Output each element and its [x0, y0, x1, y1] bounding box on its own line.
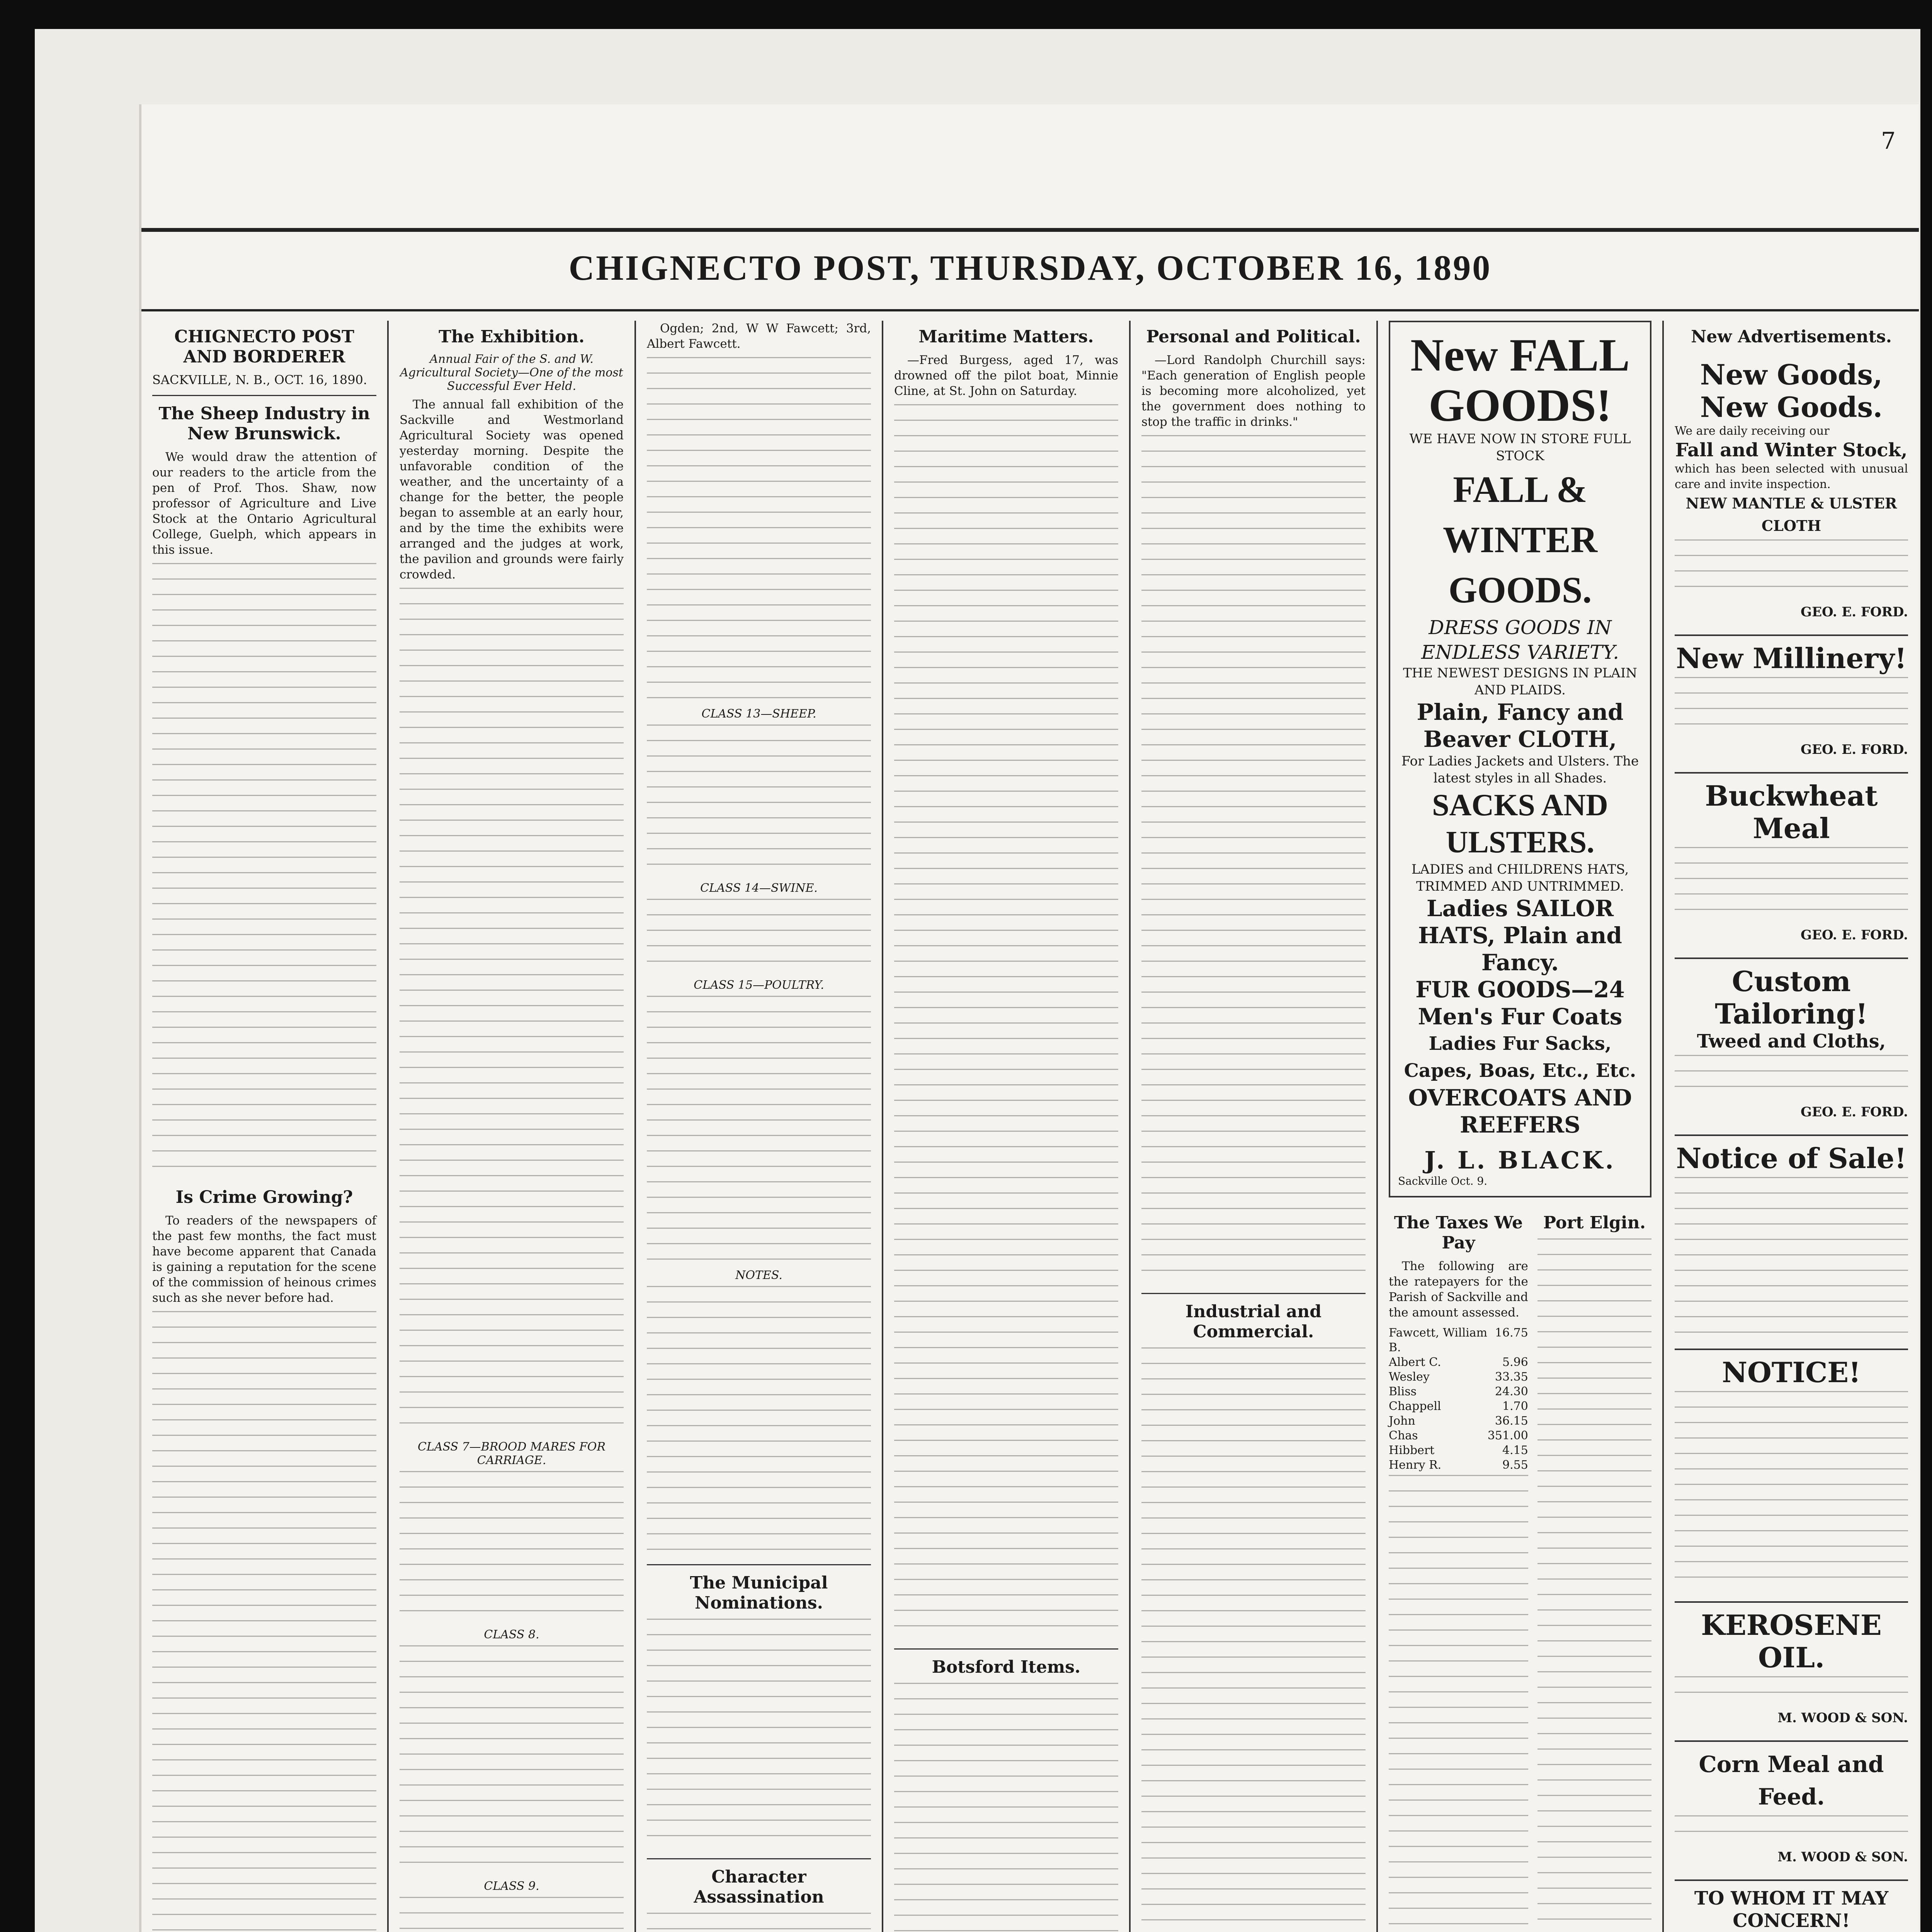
ad-signature: M. WOOD & SON.: [1777, 1710, 1908, 1726]
tax-amount: 33.35: [1495, 1370, 1528, 1384]
ad-subtitle: NEW MANTLE & ULSTER CLOTH: [1685, 495, 1897, 534]
article-title-exhibition: The Exhibition.: [439, 327, 585, 347]
ad-title: Buckwheat Meal: [1705, 779, 1878, 845]
article-paragraph: —Lord Randolph Churchill says: "Each generation of English people is becoming more alcoholized, yet the government does nothing to stop the traffic in drinks.": [1141, 353, 1366, 429]
ad-subheadline: Ladies SAILOR HATS, Plain and Fancy.: [1418, 895, 1622, 976]
tax-name: Chas: [1389, 1429, 1418, 1442]
newspaper-page: [139, 104, 1919, 1932]
taxes-section: [1389, 1207, 1528, 1932]
article-title-industrial: Industrial and Commercial.: [1185, 1302, 1322, 1342]
article-title-botsford: Botsford Items.: [932, 1657, 1081, 1677]
ad-text-block: [1675, 1815, 1908, 1846]
article-text-block: [894, 1683, 1118, 1932]
article-text-block: [400, 1645, 624, 1877]
class-heading: CLASS 8.: [484, 1628, 539, 1641]
tax-amount: 4.15: [1502, 1444, 1528, 1457]
article-text-block: [1141, 435, 1366, 1285]
article-paragraph: We would draw the attention of our readers to the article from the pen of Prof. Thos. Shaw, now professor of Agriculture and Live Stock at the Ontario Agricultural College, Guelph, which appears in this issue.: [152, 450, 376, 557]
ad-signature: GEO. E. FORD.: [1801, 742, 1908, 757]
ad-text: which has been selected with unusual care and invite inspection.: [1675, 462, 1908, 491]
ad-line: For Ladies Jackets and Ulsters. The latest styles in all Shades.: [1401, 753, 1639, 786]
ad-text: We are daily receiving our: [1675, 424, 1830, 438]
divider: [152, 395, 376, 396]
ad-title: Notice of Sale!: [1676, 1142, 1907, 1175]
notice-ad: [1675, 1350, 1908, 1603]
class-heading: CLASS 15—POULTRY.: [694, 978, 824, 992]
page-number: 7: [1881, 128, 1896, 155]
article-title-maritime: Maritime Matters.: [918, 327, 1094, 347]
tax-amount: 9.55: [1502, 1458, 1528, 1472]
masthead: [141, 228, 1919, 311]
column-5: [1131, 321, 1378, 1932]
article-text-block: [400, 1471, 624, 1626]
column-6-split: [1389, 1207, 1651, 1932]
new-goods-ad: [1675, 352, 1908, 636]
ad-signature: GEO. E. FORD.: [1801, 927, 1908, 943]
tax-name: John: [1389, 1414, 1415, 1428]
ad-title: NOTICE!: [1722, 1356, 1861, 1389]
tax-name: Chappell: [1389, 1400, 1441, 1413]
article-text-block: [152, 563, 376, 1181]
ad-title: Corn Meal and Feed.: [1699, 1751, 1884, 1810]
ad-signature: GEO. E. FORD.: [1801, 1104, 1908, 1120]
article-title-personal: Personal and Political.: [1146, 327, 1361, 347]
class-heading: CLASS 7—BROOD MARES FOR CARRIAGE.: [417, 1440, 606, 1467]
ad-subtitle: Tweed and Cloths,: [1697, 1031, 1886, 1052]
article-text-block: [647, 1286, 871, 1556]
class-heading: CLASS 9.: [484, 1879, 539, 1893]
class-heading: CLASS 14—SWINE.: [700, 881, 818, 895]
article-title-sheep: The Sheep Industry in New Brunswick.: [158, 404, 370, 444]
divider: [1141, 1293, 1366, 1294]
ad-subtitle: Fall and Winter Stock,: [1675, 439, 1908, 461]
tailoring-ad: [1675, 959, 1908, 1136]
ad-text-block: [1675, 1391, 1908, 1592]
column-6: [1378, 321, 1664, 1932]
tax-name: Fawcett, William B.: [1389, 1326, 1488, 1354]
article-title-municipal: The Municipal Nominations.: [690, 1573, 828, 1613]
tax-amount: 5.96: [1502, 1355, 1528, 1369]
ad-date: Sackville Oct. 9.: [1398, 1175, 1488, 1187]
article-text-block: [647, 1619, 871, 1850]
notice-of-sale-ad: [1675, 1136, 1908, 1350]
ad-subheadline: FUR GOODS—24 Men's Fur Coats: [1415, 976, 1625, 1030]
ad-headline: New FALL GOODS!: [1410, 329, 1630, 431]
ad-subheadline: Plain, Fancy and Beaver CLOTH,: [1417, 699, 1624, 752]
ad-line: THE NEWEST DESIGNS IN PLAIN AND PLAIDS.: [1403, 665, 1638, 698]
ad-line: WE HAVE NOW IN STORE FULL STOCK: [1409, 431, 1631, 464]
paper-name: CHIGNECTO POST AND BORDERER: [174, 327, 354, 367]
page-background: [35, 29, 1920, 1932]
port-elgin-title: Port Elgin.: [1543, 1213, 1646, 1233]
tax-amount: 36.15: [1495, 1414, 1528, 1428]
article-text-block: [647, 1913, 871, 1932]
ad-text-block: [1675, 1055, 1908, 1101]
ad-headline: FALL & WINTER GOODS.: [1442, 469, 1598, 611]
ad-text-block: [1675, 1676, 1908, 1707]
to-whom-ad: [1675, 1881, 1908, 1932]
taxes-list: [1389, 1326, 1528, 1473]
article-paragraph: —Fred Burgess, aged 17, was drowned off the pilot boat, Minnie Cline, at St. John on Saturday.: [894, 353, 1118, 398]
corn-meal-ad: [1675, 1742, 1908, 1881]
column-7: [1664, 321, 1919, 1932]
tax-row: [1389, 1326, 1528, 1355]
tax-name: Hibbert: [1389, 1444, 1435, 1457]
kerosene-ad: [1675, 1603, 1908, 1742]
tax-row: [1389, 1429, 1528, 1443]
ad-italic-line: DRESS GOODS IN ENDLESS VARIETY.: [1421, 616, 1619, 663]
article-text-block: [647, 357, 871, 705]
tax-name: Henry R.: [1389, 1458, 1442, 1472]
tax-row: [1389, 1414, 1528, 1429]
article-text-block: [152, 1311, 376, 1932]
article-title-crime: Is Crime Growing?: [175, 1187, 353, 1207]
ad-subheadline: Ladies Fur Sacks, Capes, Boas, Etc., Etc.: [1404, 1033, 1636, 1082]
tax-row: [1389, 1384, 1528, 1399]
millinery-ad: [1675, 636, 1908, 774]
tax-name: Albert C.: [1389, 1355, 1441, 1369]
tax-row: [1389, 1443, 1528, 1458]
column-2: [389, 321, 636, 1932]
dateline: SACKVILLE, N. B., OCT. 16, 1890.: [152, 372, 367, 387]
tax-name: Bliss: [1389, 1385, 1417, 1398]
ad-title: KEROSENE OIL.: [1701, 1609, 1882, 1674]
divider: [647, 1564, 871, 1565]
article-text-block: [1141, 1347, 1366, 1932]
ad-line: LADIES and CHILDRENS HATS, TRIMMED AND UNTRIMMED.: [1411, 862, 1629, 894]
port-elgin-section: [1537, 1207, 1651, 1932]
article-text-block: [647, 899, 871, 976]
ad-subheadline: SACKS AND ULSTERS.: [1432, 788, 1608, 859]
article-paragraph: The annual fall exhibition of the Sackville and Westmorland Agricultural Society was opened yesterday morning. Despite the unfavorable condition of the weather, and the uncertainty of a change for the better, the people began to assemble at an early hour, and by the time the exhibits were arranged and the judges at work, the pavilion and grounds were fairly crowded.: [400, 398, 624, 582]
tax-row: [1389, 1399, 1528, 1414]
tax-amount: 24.30: [1495, 1385, 1528, 1398]
article-paragraph: Ogden; 2nd, W W Fawcett; 3rd, Albert Fawcett.: [647, 321, 871, 351]
column-1: [141, 321, 389, 1932]
ad-signature: J. L. BLACK.: [1424, 1146, 1616, 1174]
article-text-block: [1537, 1238, 1651, 1932]
divider: [647, 1858, 871, 1859]
article-text-block: [894, 404, 1118, 1641]
article-title-character: Character Assassination: [694, 1867, 824, 1907]
tax-name: Wesley: [1389, 1370, 1430, 1384]
buckwheat-ad: [1675, 774, 1908, 959]
tax-amount: 351.00: [1487, 1429, 1528, 1442]
article-text-block: [647, 996, 871, 1266]
divider: [894, 1648, 1118, 1650]
tax-row: [1389, 1355, 1528, 1370]
ad-subheadline: OVERCOATS AND REEFERS: [1408, 1085, 1632, 1138]
notes-heading: NOTES.: [735, 1269, 782, 1282]
tax-row: [1389, 1458, 1528, 1473]
article-text-block: [400, 1897, 624, 1932]
ad-text-block: [1675, 677, 1908, 739]
masthead-title: CHIGNECTO POST, THURSDAY, OCTOBER 16, 1890: [568, 248, 1492, 287]
article-text-block: [400, 588, 624, 1438]
ad-text-block: [1675, 539, 1908, 601]
article-paragraph: To readers of the newspapers of the past few months, the fact must have become apparent that Canada is gaining a reputation for the scene of the commission of heinous crimes such as she never before had.: [152, 1214, 376, 1305]
tax-row: [1389, 1370, 1528, 1384]
article-text-block: [647, 724, 871, 879]
ad-title: New Millinery!: [1676, 642, 1907, 675]
column-3: [636, 321, 883, 1932]
ad-text-block: [1675, 1177, 1908, 1339]
ad-title: Custom Tailoring!: [1715, 965, 1868, 1030]
column-4: [883, 321, 1131, 1932]
article-subtitle: Annual Fair of the S. and W. Agricultural Society—One of the most Successful Ever Held.: [400, 352, 623, 393]
tax-amount: 1.70: [1502, 1400, 1528, 1413]
new-ads-header: New Advertisements.: [1691, 327, 1892, 347]
fall-goods-advertisement: [1389, 321, 1651, 1197]
class-heading: CLASS 13—SHEEP.: [701, 707, 816, 721]
ad-title: TO WHOM IT MAY CONCERN!: [1694, 1888, 1889, 1932]
ad-title: New Goods, New Goods.: [1700, 358, 1883, 423]
tax-amount: 16.75: [1495, 1326, 1528, 1340]
taxes-title: The Taxes We Pay: [1394, 1213, 1523, 1253]
taxes-list-continued: [1389, 1475, 1528, 1932]
ad-signature: M. WOOD & SON.: [1777, 1849, 1908, 1865]
ad-signature: GEO. E. FORD.: [1801, 604, 1908, 620]
taxes-intro: The following are the ratepayers for the Parish of Sackville and the amount assessed.: [1389, 1259, 1528, 1320]
ad-text-block: [1675, 847, 1908, 924]
